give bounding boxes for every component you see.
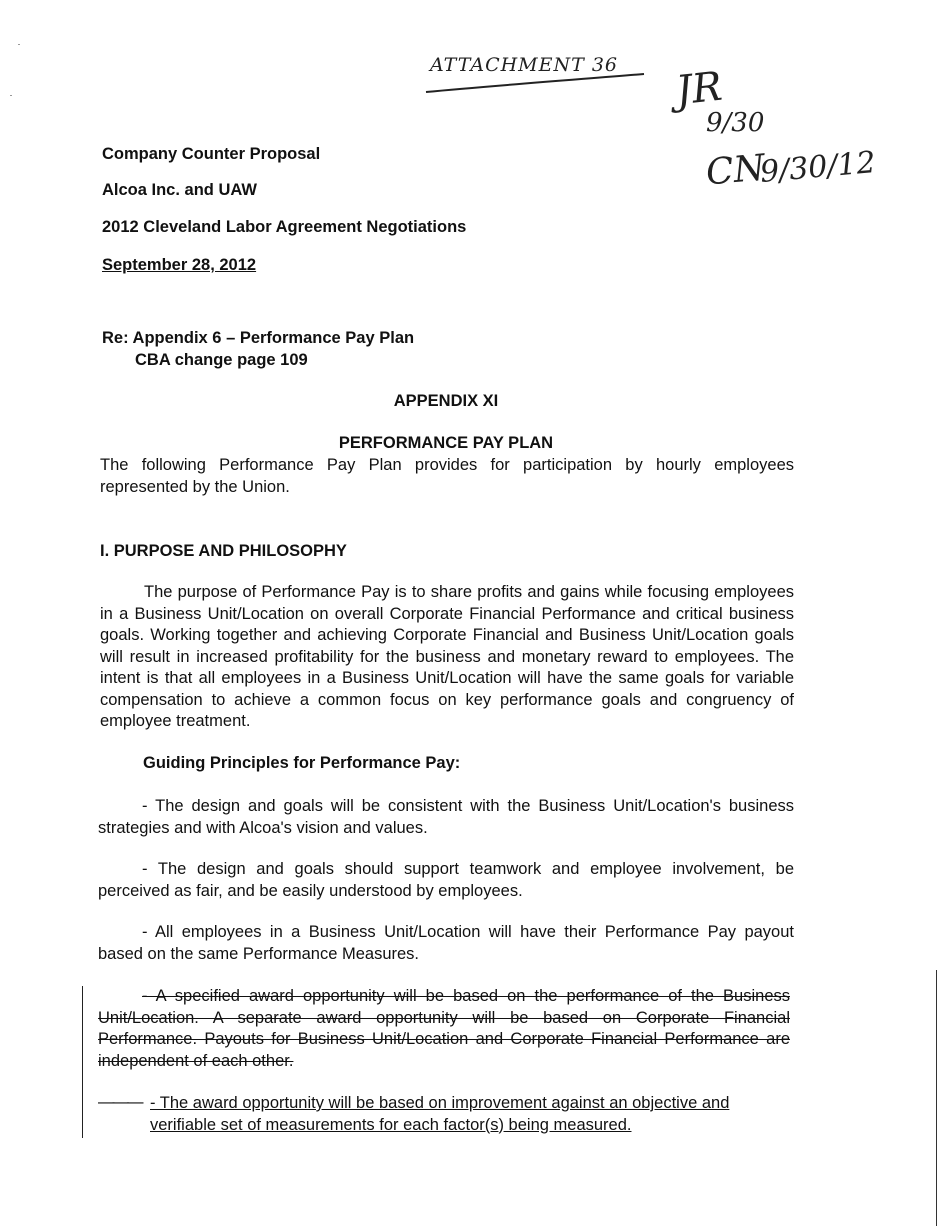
principle-item-4-deleted: - A specified award opportunity will be based on the performance of the Business Unit/Location. A separate award opportunity will be based on Corporate Financial Performance. Payouts for Business Unit/Location and Corporate Financial Performance are independent of each other.	[98, 987, 790, 1070]
intro-paragraph: The following Performance Pay Plan provides for participation by hourly employees represented by the Union.	[100, 456, 794, 496]
header-date: September 28, 2012	[102, 256, 257, 274]
principle-item-3: - All employees in a Business Unit/Location will have their Performance Pay payout based on the same Performance Measures.	[98, 923, 794, 963]
purpose-paragraph: The purpose of Performance Pay is to share profits and gains while focusing employees in a Business Unit/Location on overall Corporate Financial Performance and critical business goals. Working together and achieving Corporate Financial and Business Unit/Location goals will result in increased profitability for the business and monetary reward to employees. The intent is that all employees in a Business Unit/Location will have the same goals for variable compensation to achieve a common focus on key performance goals and congruency of employee treatment.	[100, 583, 794, 730]
handwritten-initials-2: CN	[704, 147, 767, 194]
handwritten-date-2: 9/30/12	[758, 145, 877, 190]
scan-edge-line	[936, 970, 937, 1226]
scan-speck	[18, 44, 20, 45]
scan-speck	[10, 95, 12, 96]
principle-item-2: - The design and goals should support teamwork and employee involvement, be perceived as fair, and be easily understood by employees.	[98, 860, 794, 900]
principle-item-1: - The design and goals will be consistent with the Business Unit/Location's business strategies and with Alcoa's vision and values.	[98, 797, 794, 837]
re-line-1: Re: Appendix 6 – Performance Pay Plan	[102, 329, 415, 347]
re-line-2: CBA change page 109	[135, 351, 308, 369]
header-line-2: Alcoa Inc. and UAW	[102, 181, 257, 199]
header-line-1: Company Counter Proposal	[102, 145, 321, 163]
handwritten-date-1: 9/30	[706, 108, 765, 138]
appendix-title: APPENDIX XI	[393, 392, 499, 410]
insertion-dash-leader: ———	[98, 1093, 142, 1111]
plan-title: PERFORMANCE PAY PLAN	[338, 434, 554, 452]
section-heading: I. PURPOSE AND PHILOSOPHY	[100, 542, 347, 560]
principle-item-5-inserted: - The award opportunity will be based on improvement against an objective and verifiable set of measurements for each factor(s) being measured.	[150, 1094, 730, 1134]
header-line-3: 2012 Cleveland Labor Agreement Negotiations	[102, 218, 467, 236]
handwritten-attachment-label: ATTACHMENT 36	[430, 54, 619, 76]
revision-change-bar	[82, 986, 83, 1138]
handwritten-initials-1: JR	[673, 63, 725, 115]
principles-heading: Guiding Principles for Performance Pay:	[143, 754, 461, 772]
handwritten-underline	[420, 72, 652, 98]
